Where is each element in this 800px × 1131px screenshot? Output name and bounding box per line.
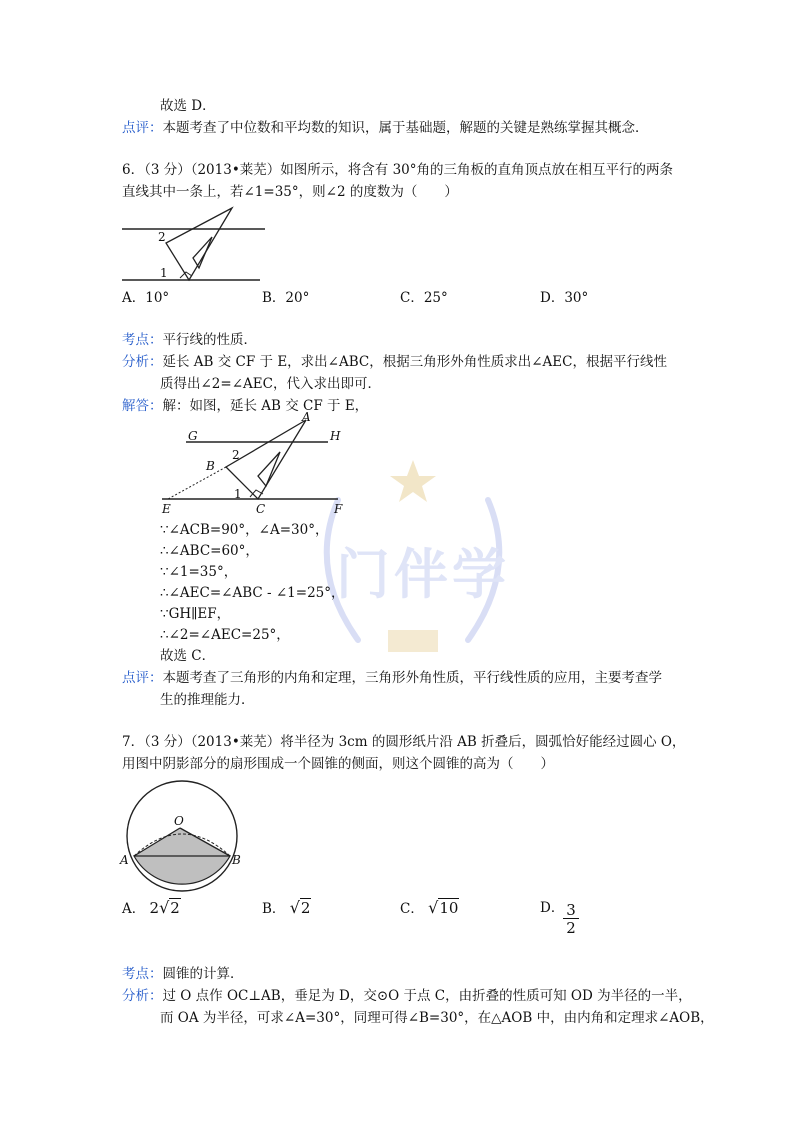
- q6-analysis-line2: 质得出∠2=∠AEC，代入求出即可．: [160, 376, 381, 392]
- option-a-coef: 2: [149, 899, 160, 917]
- q7-knowledge: [122, 964, 244, 984]
- q6-step-5: ∵GH∥EF，: [160, 606, 231, 622]
- q6-analysis-line1: [122, 352, 667, 372]
- q7-analysis-line1: [122, 986, 692, 1006]
- option-d-label: D．: [540, 900, 565, 916]
- label-f: F: [334, 502, 343, 516]
- fraction-numerator: 3: [563, 902, 579, 919]
- prev-choose: 故选 D．: [160, 98, 216, 114]
- knowledge-label: 考点：: [122, 332, 163, 348]
- q6-fig-angle1: 1: [160, 266, 168, 280]
- q6-step-1: ∵∠ACB=90°，∠A=30°，: [160, 522, 329, 538]
- q6-option-b: B．20°: [262, 290, 310, 306]
- option-c-radicand: 10: [439, 899, 459, 917]
- watermark-text: 门伴学: [336, 543, 510, 606]
- option-c-value: [428, 899, 459, 917]
- q6-step-2: ∴∠ABC=60°，: [160, 543, 259, 559]
- q6-stem-line1: 6．（3 分）（2013•莱芜）如图所示，将含有 30°角的三角板的直角顶点放在相互平行的两条: [122, 162, 674, 178]
- option-a-radicand: 2: [170, 899, 180, 917]
- q6-solution-figure: [158, 412, 368, 522]
- answer-text: 解：如图，延长 AB 交 CF 于 E，: [162, 398, 369, 414]
- prev-comment: [122, 118, 649, 138]
- comment-text: 本题考查了三角形的内角和定理，三角形外角性质，平行线性质的应用，主要考查学: [162, 670, 662, 686]
- q6-stem-line2: 直线其中一条上，若∠1=35°，则∠2 的度数为（ ）: [122, 184, 458, 200]
- q7-option-c: [400, 898, 459, 919]
- q7-stem-line2: 用图中阴影部分的扇形围成一个圆锥的侧面，则这个圆锥的高为（ ）: [122, 756, 554, 772]
- q6-figure: [120, 205, 270, 285]
- label-angle2: 2: [232, 448, 240, 462]
- q7-stem-line1: 7．（3 分）（2013•莱芜）将半径为 3cm 的圆形纸片沿 AB 折叠后，圆弧恰好能经过圆心 O，: [122, 734, 686, 750]
- q7-label-o: O: [174, 814, 184, 828]
- q6-comment-line2: 生的推理能力．: [160, 692, 255, 708]
- q6-step-6: ∴∠2=∠AEC=25°，: [160, 627, 290, 643]
- analysis-text: 延长 AB 交 CF 于 E，求出∠ABC，根据三角形外角性质求出∠AEC，根据平行线性: [162, 354, 667, 370]
- sqrt-icon: √: [159, 898, 170, 917]
- knowledge-text: 平行线的性质．: [162, 332, 257, 348]
- option-a-label: A．: [122, 901, 146, 917]
- option-b-radicand: 2: [300, 899, 311, 917]
- label-a: A: [302, 410, 311, 424]
- q7-analysis-line2: 而 OA 为半径，可求∠A=30°，同理可得∠B=30°，在△AOB 中，由内角和定理求∠AOB，: [160, 1010, 714, 1026]
- q7-option-d: [540, 898, 564, 918]
- knowledge-label: 考点：: [122, 966, 163, 982]
- q7-label-b: B: [232, 853, 241, 867]
- answer-label: 解答：: [122, 398, 163, 414]
- label-e: E: [162, 502, 171, 516]
- label-angle1: 1: [234, 487, 242, 501]
- q7-label-a: A: [120, 853, 129, 867]
- q6-option-c: C．25°: [400, 290, 448, 306]
- comment-text: 本题考查了中位数和平均数的知识，属于基础题，解题的关键是熟练掌握其概念．: [162, 120, 649, 136]
- analysis-label: 分析：: [122, 354, 163, 370]
- sqrt-icon: √: [289, 898, 300, 917]
- option-b-label: B．: [262, 901, 286, 917]
- q6-comment-line1: [122, 668, 662, 688]
- comment-label: 点评：: [122, 120, 163, 136]
- fraction-denominator: 2: [566, 919, 576, 937]
- label-h: H: [330, 429, 341, 443]
- analysis-text: 过 O 点作 OC⊥AB，垂足为 D，交⊙O 于点 C，由折叠的性质可知 OD 为半径的一半，: [162, 988, 692, 1004]
- option-c-label: C．: [400, 901, 424, 917]
- q6-step-4: ∴∠AEC=∠ABC - ∠1=25°，: [160, 585, 345, 601]
- knowledge-text: 圆锥的计算．: [162, 966, 244, 982]
- q6-option-a: A．10°: [122, 290, 170, 306]
- q7-option-b: [262, 898, 311, 919]
- option-a-value: [150, 899, 181, 917]
- analysis-label: 分析：: [122, 988, 163, 1004]
- label-b: B: [206, 459, 215, 473]
- label-g: G: [188, 429, 198, 443]
- q6-option-d: D．30°: [540, 290, 589, 306]
- q7-option-a: [122, 898, 181, 919]
- q7-figure: [118, 780, 248, 895]
- q7-option-d-fraction: [563, 902, 579, 937]
- q6-fig-angle2: 2: [158, 230, 166, 244]
- q6-step-7: 故选 C．: [160, 648, 216, 664]
- option-b-value: [290, 899, 312, 917]
- q6-step-3: ∵∠1=35°，: [160, 564, 238, 580]
- sqrt-icon: √: [428, 898, 439, 917]
- q6-knowledge: [122, 330, 257, 350]
- label-c: C: [256, 502, 266, 516]
- comment-label: 点评：: [122, 670, 163, 686]
